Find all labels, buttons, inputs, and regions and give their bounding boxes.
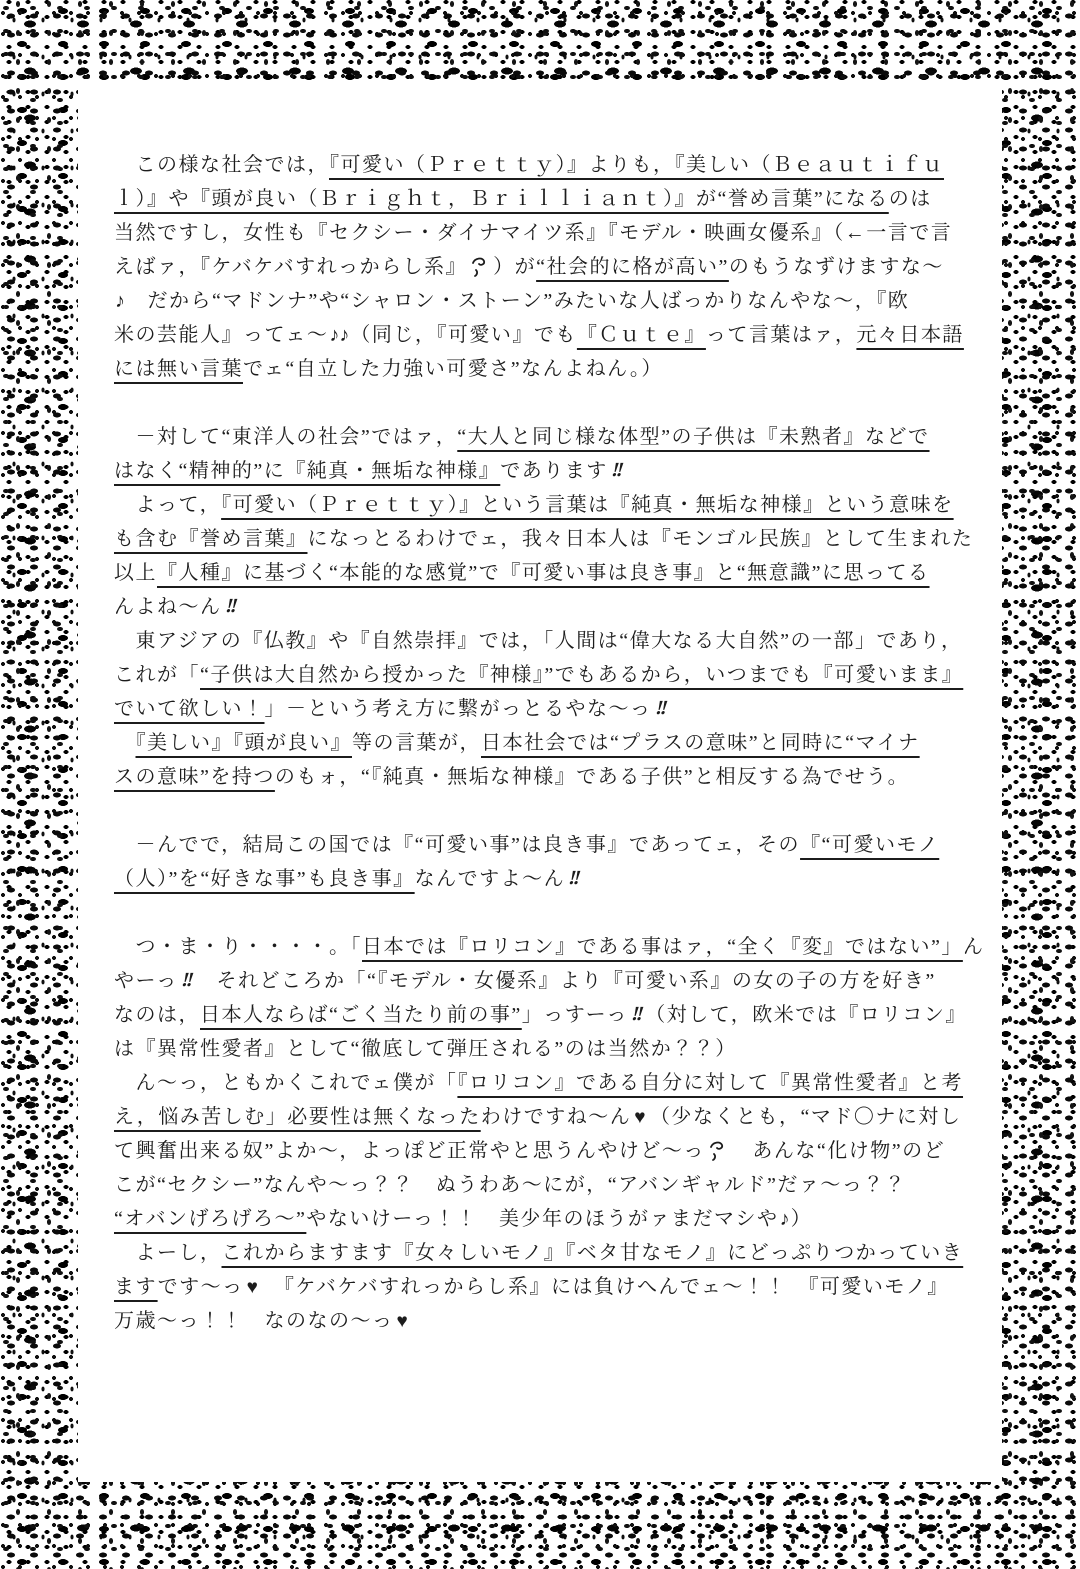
- text-line: [114, 1202, 968, 1236]
- text-line: [114, 828, 968, 862]
- underlined-text: はなく“精神的”に『純真・無垢な神様』: [114, 460, 501, 482]
- double-exclamation-mark: !!: [609, 459, 625, 481]
- underlined-text: これからますます『女々しいモノ』『ベタ甘なモノ』にどっぷりつかっていき: [221, 1242, 964, 1264]
- underlined-text: 『美しい』『頭が良い』: [135, 732, 352, 754]
- paragraph: [114, 488, 974, 624]
- underlined-text: ｌ）』や『頭が良い（Ｂｒｉｇｈｔ，Ｂｒｉｌｌｉａｎｔ）』が“誉め言葉”になる: [114, 188, 889, 210]
- text-segment: （対して，欧米では『ロリコン』: [645, 1004, 967, 1026]
- text-line: [114, 318, 968, 352]
- text-segment: 『ケバケバすれっからし系』には負けへんでェ～！！ 『可愛いモノ』: [262, 1276, 949, 1298]
- text-segment: なのは，: [114, 1004, 200, 1026]
- text-segment: は『異常性愛者』として“徹底して弾圧される”のは当然か？？）: [114, 1038, 737, 1060]
- underlined-text: 日本人ならば“ごく当たり前の事”: [200, 1004, 522, 1026]
- text-segment: えばァ，『ケバケバすれっからし系』: [114, 256, 468, 278]
- text-segment: 米の芸能人』ってェ～: [114, 324, 329, 346]
- text-segment: わけですね～ん: [480, 1106, 632, 1128]
- underlined-text: 『Ｃｕｔｅ』: [576, 324, 706, 346]
- text-segment: のは: [888, 188, 932, 210]
- underlined-text: ます: [114, 1276, 158, 1298]
- underlined-text: 『可愛い（Ｐｒｅｔｔｙ）』という言葉は『純真・無垢な神様』という意味を: [221, 494, 954, 516]
- text-segment: つ・ま・り・・・・。「: [114, 936, 362, 958]
- scanned-page: [78, 84, 1002, 1482]
- underlined-text: “社会的に格が高い”: [536, 256, 729, 278]
- heart-icon: ♥: [246, 1277, 260, 1298]
- text-segment: だから“マドンナ”や“シャロン・ストーン”みたいな人ばっかりなんやな～，『欧: [126, 290, 910, 312]
- underlined-text: 日本社会では“プラスの意味”と同時に“マイナ: [481, 732, 920, 754]
- text-segment: [114, 732, 136, 754]
- underlined-text: “オバンげろげろ～”: [114, 1208, 307, 1230]
- text-line: [114, 420, 968, 454]
- heart-icon: ♥: [634, 1107, 647, 1128]
- music-note-icon: ♪: [779, 1208, 790, 1230]
- text-segment: （同じ，『可愛い』でも: [350, 324, 577, 346]
- text-line: [114, 1304, 968, 1338]
- paragraph: [114, 1066, 968, 1236]
- text-line: [114, 488, 968, 522]
- text-segment: あんな“化け物”のど: [730, 1140, 946, 1162]
- text-line: [114, 964, 968, 998]
- underlined-text: 『人種』に基づく“本能的な感覚”で『可愛い事は良き事』と“無意識”に思ってる: [157, 562, 930, 584]
- text-line: [114, 182, 968, 216]
- paragraph: [114, 148, 968, 386]
- underlined-text: には無い言葉: [114, 358, 243, 380]
- underlined-text: も含む『誉め言葉』: [114, 528, 308, 550]
- text-segment: －対して“東洋人の社会”ではァ，: [114, 426, 458, 448]
- text-line: [114, 862, 968, 896]
- text-line: [114, 250, 968, 284]
- text-segment: 以上: [114, 562, 157, 584]
- text-line: [114, 590, 968, 624]
- text-segment: ん～っ，ともかくこれでェ僕が「: [114, 1072, 458, 1094]
- underlined-text: “大人と同じ様な体型”の子供は『未熟者』などで: [457, 426, 930, 448]
- text-segment: この様な社会では，: [114, 154, 329, 176]
- text-segment: －んでで，結局この国では『“可愛い事”は良き事』であってェ，その: [114, 834, 801, 856]
- text-segment: 当然ですし，女性も『セクシー・ダイナマイツ系』『モデル・映画女優系』（←一言で言: [114, 222, 953, 244]
- squiggle-doodle-icon: [708, 1134, 728, 1168]
- text-segment: （少なくとも，“マド〇ナに対し: [649, 1106, 962, 1128]
- text-segment: よーし，: [114, 1242, 222, 1264]
- double-exclamation-mark: !!: [653, 697, 668, 719]
- paragraph: [114, 828, 968, 896]
- text-line: [114, 760, 968, 794]
- text-segment: でェ“自立した力強い可愛さ”なんよねん。）: [243, 358, 663, 380]
- text-content: [114, 148, 985, 1338]
- underlined-text: （人）”を“好きな事”も良き事』: [114, 868, 415, 890]
- double-exclamation-mark: !!: [629, 1003, 645, 1025]
- paragraph: [114, 930, 985, 1066]
- underlined-text: 元々日本語: [856, 324, 964, 346]
- text-line: [114, 726, 968, 760]
- text-segment: なんですよ～ん: [414, 868, 566, 890]
- text-segment: こが“セクシー”なんや～っ？？ ぬうわあ～にが，“アバンギャルド”だァ～っ？？: [114, 1174, 907, 1196]
- text-line: [114, 658, 968, 692]
- underlined-text: でいて欲しい！: [114, 698, 265, 720]
- text-segment: やないけーっ！！ 美少年のほうがァまだマシや: [306, 1208, 779, 1230]
- underlined-text: 日本では『ロリコン』である事はァ，“全く『変』ではない”」: [362, 936, 963, 958]
- paragraph: [114, 726, 968, 794]
- text-line: [114, 1270, 968, 1304]
- text-line: [114, 930, 985, 964]
- text-line: [114, 454, 968, 488]
- text-segment: になっとるわけでェ，我々日本人は『モンゴル民族』として生まれた: [307, 528, 974, 550]
- underlined-text: “子供は大自然から授かった『神様』”でもあるから，いつまでも『可愛いまま』: [200, 664, 964, 686]
- text-segment: 」っすーっ: [521, 1004, 628, 1026]
- underlined-text: スの意味”を持つ: [114, 766, 275, 788]
- text-segment: 等の言葉が，: [352, 732, 481, 754]
- text-line: [114, 624, 968, 658]
- paragraph: [114, 420, 968, 488]
- squiggle-doodle-icon: [470, 250, 490, 284]
- text-segment: のもォ，“『純真・無垢な神様』である子供”と相反する為でせう。: [274, 766, 910, 788]
- text-segment: よって，: [114, 494, 222, 516]
- paragraph: [114, 624, 968, 726]
- text-segment: ）: [790, 1208, 813, 1230]
- underlined-text: え，悩み苦しむ」必要性は無くなった: [114, 1106, 481, 1128]
- double-exclamation-mark: !!: [223, 595, 238, 617]
- heart-icon: ♥: [396, 1311, 410, 1332]
- paragraph: [114, 1236, 968, 1338]
- underlined-text: 『“可愛いモノ: [800, 834, 940, 856]
- underlined-text: 『ロリコン』である自分に対して『異常性愛者』と考: [457, 1072, 964, 1094]
- text-segment: て興奮出来る奴”よか～，よっぽど正常やと思うんやけど～っ: [114, 1140, 705, 1162]
- text-line: [114, 1066, 968, 1100]
- text-line: [114, 522, 974, 556]
- double-exclamation-mark: !!: [566, 867, 582, 889]
- text-segment: であります: [500, 460, 608, 482]
- text-segment: って言葉はァ，: [705, 324, 857, 346]
- double-exclamation-mark: !!: [179, 969, 195, 991]
- text-line: [114, 692, 968, 726]
- text-segment: ん: [962, 936, 985, 958]
- text-segment: んよね～ん: [114, 596, 222, 618]
- text-segment: やーっ: [114, 970, 178, 992]
- text-line: [114, 1134, 968, 1168]
- text-line: [114, 1168, 968, 1202]
- text-segment: 万歳～っ！！ なのなの～っ: [114, 1310, 394, 1332]
- text-line: [114, 1236, 968, 1270]
- text-line: [114, 148, 968, 182]
- text-line: [114, 352, 968, 386]
- text-line: [114, 216, 968, 250]
- text-line: [114, 998, 968, 1032]
- text-segment: のもうなずけますな～: [728, 256, 944, 278]
- text-segment: 」－という考え方に繋がっとるやな～っ: [264, 698, 652, 720]
- text-line: [114, 1100, 968, 1134]
- underlined-text: 『可愛い（Ｐｒｅｔｔｙ）』よりも，『美しい（Ｂｅａｕｔｉｆｕ: [329, 154, 944, 176]
- text-segment: ）が: [493, 256, 537, 278]
- text-segment: それどころか「“『モデル・女優系』より『可愛い系』の女の子の方を好き”: [195, 970, 936, 992]
- text-line: [114, 1032, 968, 1066]
- text-segment: 東アジアの『仏教』や『自然崇拝』では，「人間は“偉大なる大自然”の一部」であり，: [114, 630, 963, 652]
- text-segment: です～っ: [157, 1276, 244, 1298]
- music-note-icon: ♪: [115, 290, 125, 312]
- text-line: [114, 284, 968, 318]
- text-line: [114, 556, 968, 590]
- text-segment: これが「: [114, 664, 200, 686]
- music-note-icon: ♪♪: [329, 324, 350, 346]
